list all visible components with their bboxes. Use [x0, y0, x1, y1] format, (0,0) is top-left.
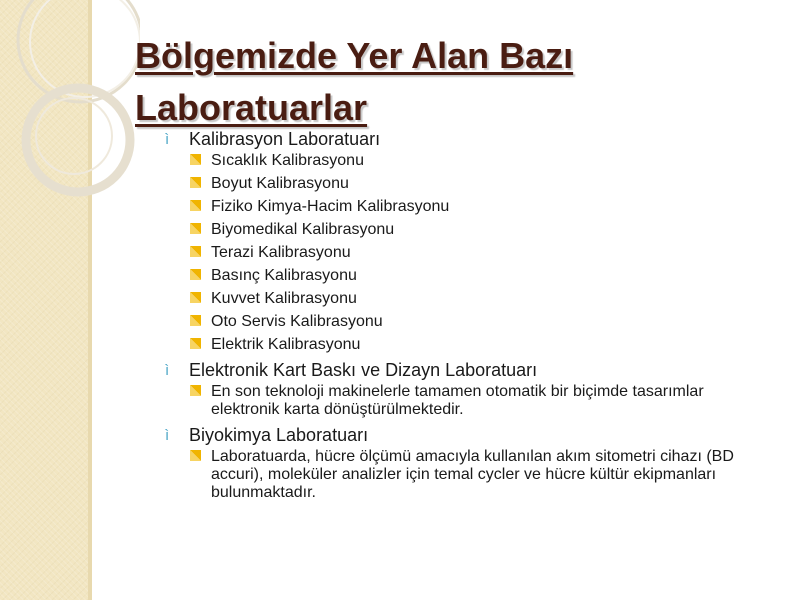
square-bullet-icon: [190, 223, 201, 234]
list-item: [188, 198, 765, 216]
list-item: [188, 152, 765, 170]
list-item-label: Terazi Kalibrasyonu: [211, 244, 351, 261]
section-heading-label: Biyokimya Laboratuarı: [189, 425, 369, 445]
list-item-label: Laboratuarda, hücre ölçümü amacıyla kullanılan akım sitometri cihazı (BD accuri), moleküler analizler için temal cycler ve hücre kültür ekipmanları bulunmaktadır.: [211, 448, 734, 501]
list-item-label: Elektrik Kalibrasyonu: [211, 336, 361, 353]
list-item: [188, 267, 765, 285]
list-item-label: Boyut Kalibrasyonu: [211, 175, 349, 192]
decorative-ring-large-inner: [30, 0, 140, 97]
square-bullet-icon: [190, 292, 201, 303]
section-heading-biyokimya: [165, 424, 765, 447]
bullet-icon: ì: [165, 362, 170, 379]
square-bullet-icon: [190, 154, 201, 165]
section-heading-label: Elektronik Kart Baskı ve Dizayn Laboratuarı: [189, 360, 538, 380]
list-item-label: Biyomedikal Kalibrasyonu: [211, 221, 395, 238]
decorative-ring-small-inner: [36, 98, 112, 174]
square-bullet-icon: [190, 177, 201, 188]
list-item-label: Sıcaklık Kalibrasyonu: [211, 152, 364, 169]
list-item-label: Oto Servis Kalibrasyonu: [211, 313, 383, 330]
list-item-label: Kuvvet Kalibrasyonu: [211, 290, 357, 307]
slide-title: Bölgemizde Yer Alan Bazı Laboratuarlar: [135, 35, 574, 128]
list-item: [188, 383, 765, 419]
square-bullet-icon: [190, 269, 201, 280]
list-item-label: Basınç Kalibrasyonu: [211, 267, 357, 284]
bullet-icon: ì: [165, 131, 170, 148]
square-bullet-icon: [190, 200, 201, 211]
section-heading-label: Kalibrasyon Laboratuarı: [189, 129, 381, 149]
section-heading-kalibrasyon: [165, 128, 765, 151]
square-bullet-icon: [190, 385, 201, 396]
list-item: [188, 221, 765, 239]
list-item: [188, 336, 765, 354]
list-item: [188, 313, 765, 331]
square-bullet-icon: [190, 246, 201, 257]
list-item: [188, 448, 765, 502]
square-bullet-icon: [190, 338, 201, 349]
list-item: [188, 175, 765, 193]
list-item: [188, 290, 765, 308]
decorative-ring-small: [26, 88, 130, 192]
list-item-label: Fiziko Kimya-Hacim Kalibrasyonu: [211, 198, 450, 215]
slide-content: [165, 128, 765, 507]
square-bullet-icon: [190, 450, 201, 461]
decorative-rings: [0, 0, 140, 200]
bullet-icon: ì: [165, 427, 170, 444]
square-bullet-icon: [190, 315, 201, 326]
list-item-label: En son teknoloji makinelerle tamamen otomatik bir biçimde tasarımlar elektronik karta dönüştürülmektedir.: [211, 383, 704, 418]
list-item: [188, 244, 765, 262]
section-heading-elektronik-kart: [165, 359, 765, 382]
